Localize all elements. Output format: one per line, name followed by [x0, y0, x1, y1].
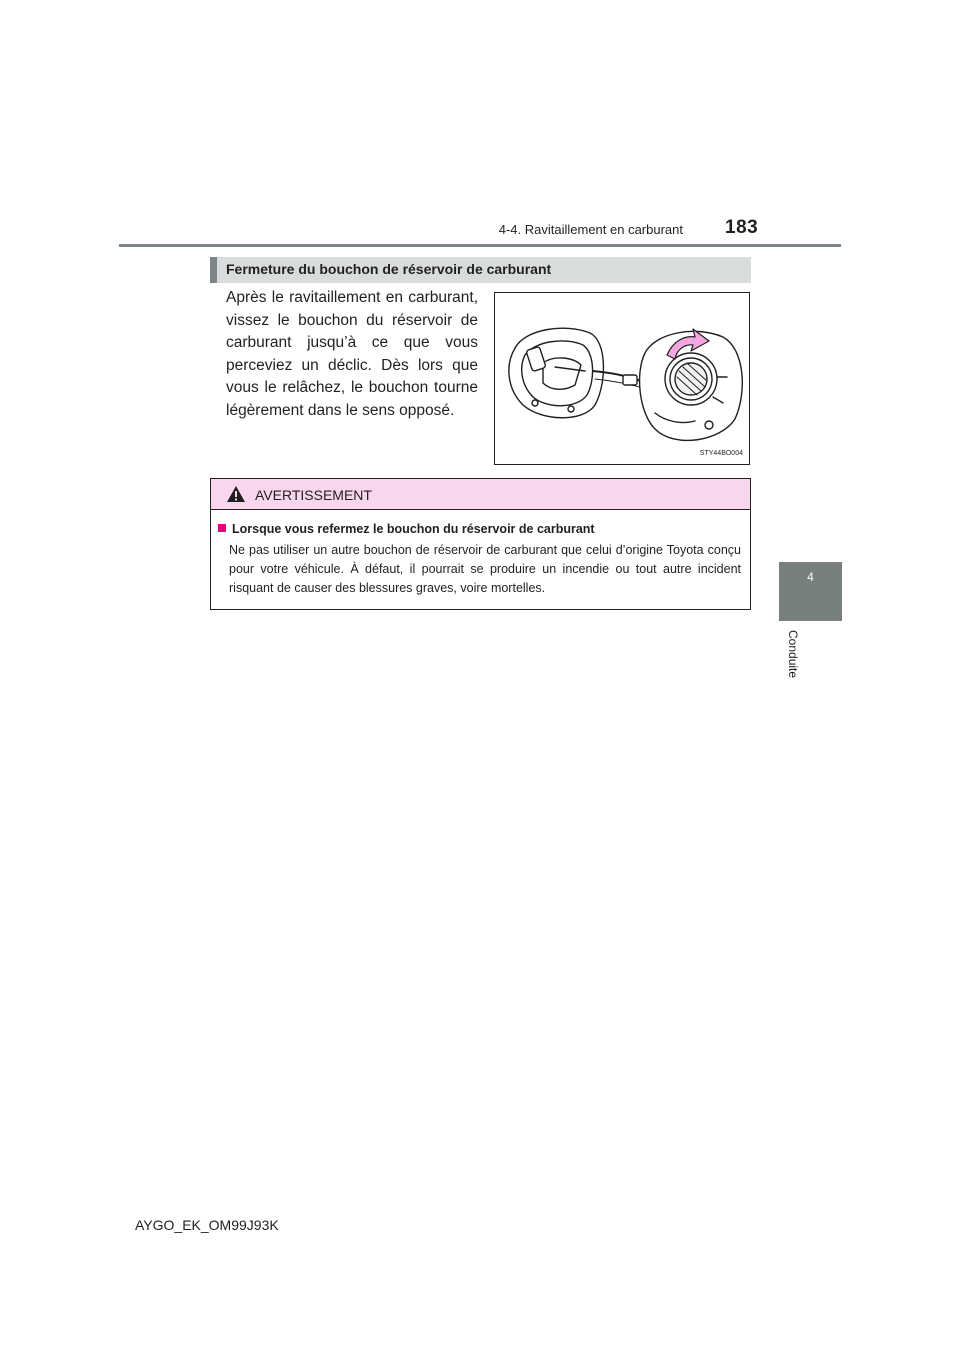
- fuel-cap-drawing: [495, 293, 749, 464]
- figure-code: STY44BO004: [699, 450, 743, 457]
- header-rule: [119, 244, 841, 247]
- chapter-tab-label-text: Conduite: [786, 630, 800, 679]
- warning-triangle-icon: [226, 485, 246, 503]
- page-number: 183: [725, 217, 759, 238]
- warning-box: [210, 478, 751, 610]
- warning-subheading-text: Lorsque vous refermez le bouchon du réservoir de carburant: [232, 522, 595, 536]
- section-heading: Fermeture du bouchon de réservoir de carburant: [226, 261, 552, 277]
- body-paragraph: Après le ravitaillement en carburant, vissez le bouchon du réservoir de carburant jusqu’à ce que vous perceviez un déclic. Dès lors que vous le relâchez, le bouchon tourne légèrement dans le sens opposé.: [226, 289, 478, 419]
- chapter-tab-number: 4: [807, 570, 814, 584]
- warning-header: [211, 479, 750, 510]
- section-heading-accent: [210, 257, 217, 283]
- bullet-square-icon: [218, 524, 226, 532]
- warning-subheading: [218, 522, 595, 536]
- warning-body: Ne pas utiliser un autre bouchon de réservoir de carburant que celui d’origine Toyota conçu pour votre véhicule. À défaut, il pourrait se produire un incendie ou tout autre incident risquant de causer des blessures graves, voire mortelles.: [229, 543, 741, 595]
- section-title: 4-4. Ravitaillement en carburant: [498, 222, 683, 237]
- footer-document-code: AYGO_EK_OM99J93K: [135, 1217, 279, 1233]
- fuel-cap-illustration: [494, 292, 750, 465]
- chapter-tab-label: [786, 630, 806, 690]
- warning-title: AVERTISSEMENT: [255, 487, 372, 503]
